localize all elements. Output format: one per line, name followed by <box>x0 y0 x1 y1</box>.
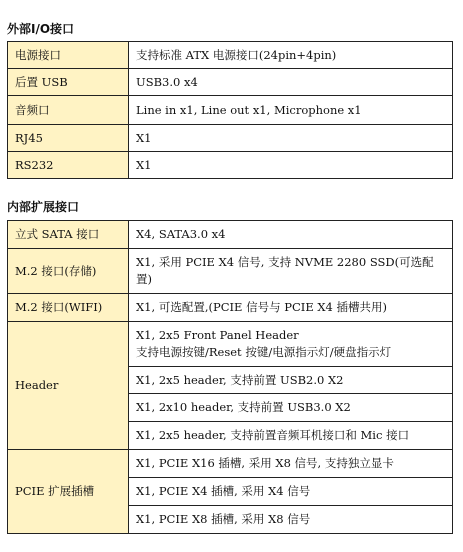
row-value: X1, PCIE X4 插槽, 采用 X4 信号 <box>129 478 453 506</box>
table-row <box>8 96 453 125</box>
row-label: RJ45 <box>8 125 129 152</box>
table-row <box>8 322 453 367</box>
table-row <box>8 221 453 249</box>
table-row <box>8 42 453 69</box>
value-line: X1, 2x5 Front Panel Header <box>136 328 299 342</box>
row-label-pcie: PCIE 扩展插槽 <box>8 450 129 534</box>
row-value: X1, PCIE X16 插槽, 采用 X8 信号, 支持独立显卡 <box>129 450 453 478</box>
table-row <box>8 125 453 152</box>
row-value: 支持标准 ATX 电源接口(24pin+4pin) <box>129 42 453 69</box>
row-value: X4, SATA3.0 x4 <box>129 221 453 249</box>
section-title-internal-expansion: 内部扩展接口 <box>7 200 80 214</box>
table-row <box>8 294 453 322</box>
internal-expansion-table <box>7 220 453 534</box>
table-row <box>8 450 453 478</box>
row-label: RS232 <box>8 152 129 179</box>
row-value: X1, 可选配置,(PCIE 信号与 PCIE X4 插槽共用) <box>129 294 453 322</box>
table-row <box>8 152 453 179</box>
row-value: X1, 2x5 header, 支持前置 USB2.0 X2 <box>129 367 453 394</box>
row-label: 后置 USB <box>8 69 129 96</box>
external-io-table <box>7 41 453 179</box>
row-value: X1, 采用 PCIE X4 信号, 支持 NVME 2280 SSD(可选配置) <box>129 249 453 294</box>
row-label-header: Header <box>8 322 129 450</box>
row-label: M.2 接口(WIFI) <box>8 294 129 322</box>
row-label: M.2 接口(存储) <box>8 249 129 294</box>
row-value: X1 <box>129 152 453 179</box>
row-value: USB3.0 x4 <box>129 69 453 96</box>
row-value: X1 <box>129 125 453 152</box>
row-value: X1, 2x5 header, 支持前置音频耳机接口和 Mic 接口 <box>129 422 453 450</box>
section-title-external-io: 外部I/O接口 <box>7 22 75 36</box>
row-value: Line in x1, Line out x1, Microphone x1 <box>129 96 453 125</box>
row-value <box>129 322 453 367</box>
row-value: X1, 2x10 header, 支持前置 USB3.0 X2 <box>129 394 453 422</box>
table-row <box>8 69 453 96</box>
table-row <box>8 249 453 294</box>
row-label: 音频口 <box>8 96 129 125</box>
value-line: 支持电源按键/Reset 按键/电源指示灯/硬盘指示灯 <box>136 345 392 359</box>
row-value: X1, PCIE X8 插槽, 采用 X8 信号 <box>129 506 453 534</box>
row-label: 立式 SATA 接口 <box>8 221 129 249</box>
row-label: 电源接口 <box>8 42 129 69</box>
